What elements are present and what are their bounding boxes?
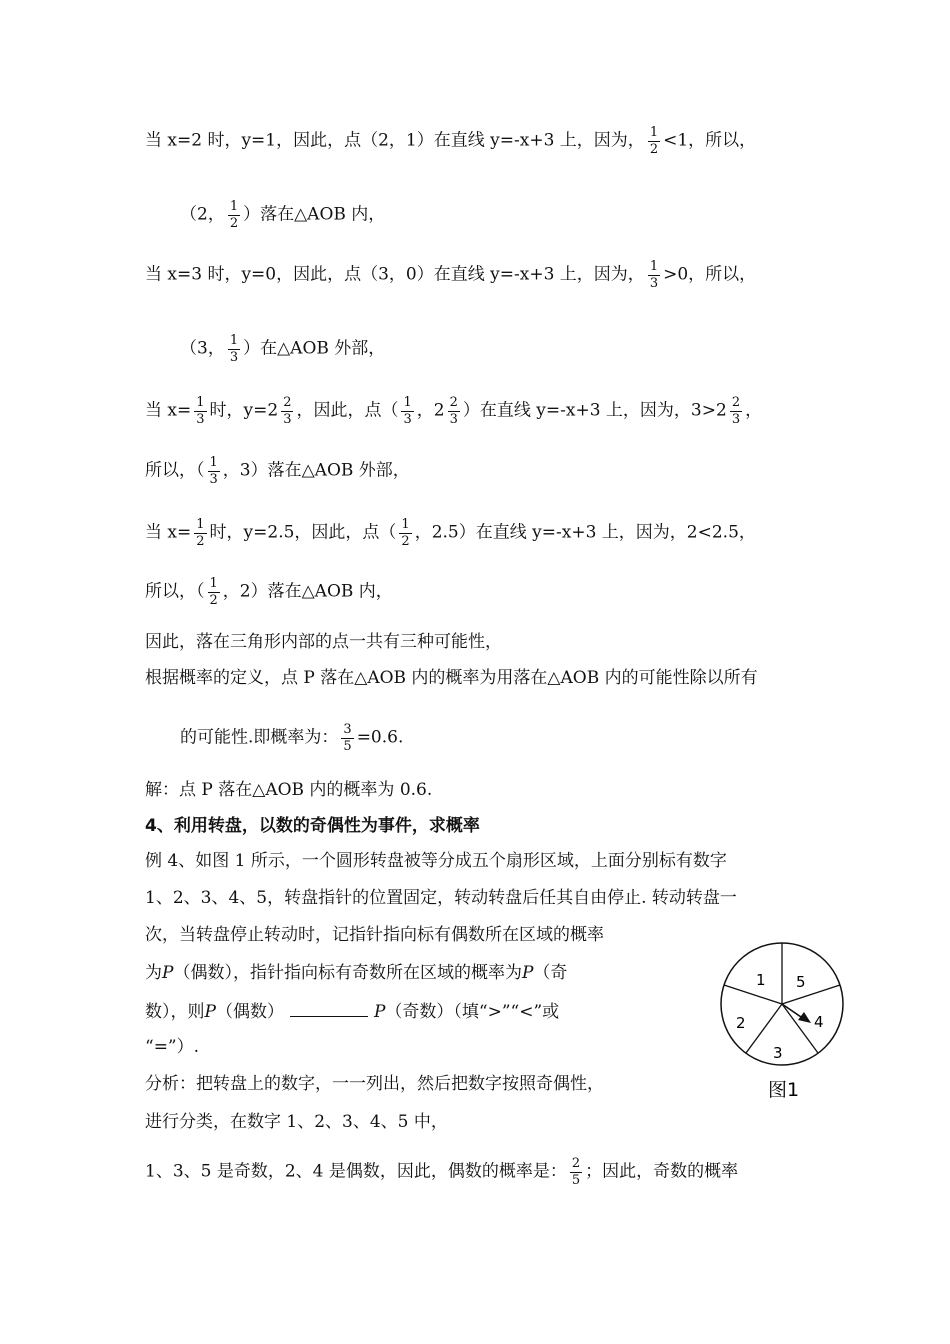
spinner-figure [718,940,858,1105]
text-line: 当 x= $\frac{1}{2}$ 时，y=2.5，因此，点（ $\frac{1}{2}$ ，2.5）在直线 y=-x+3 上，因为，2<2.5， [145,517,756,549]
text-line: 例 4、如图 1 所示，一个圆形转盘被等分成五个扇形区域，上面分别标有数字 [145,851,727,871]
text-line: 次，当转盘停止转动时，记指针指向标有偶数所在区域的概率 [145,925,604,945]
text-line: 所以，（ $\frac{1}{3}$ ，3）落在△AOB 外部， [145,455,410,487]
fraction: $\frac{2}{3}$ [449,395,458,427]
text-line: 数），则P（偶数） P（奇数）（填“>”“<”或 [145,1002,560,1022]
text-line: （2， $\frac{1}{2}$ ）落在△AOB 内， [180,199,386,231]
text-line: 的可能性.即概率为： $\frac{3}{5}$ =0.6. [180,722,404,754]
fraction: $\frac{1}{3}$ [209,455,218,487]
sector-label: 5 [796,973,806,991]
sector-label: 3 [773,1044,783,1062]
sector-label: 4 [814,1013,824,1031]
fraction: $\frac{1}{3}$ [649,259,659,291]
spinner-diagram [718,940,858,1105]
text-line: 为P（偶数），指针指向标有奇数所在区域的概率为P（奇 [145,963,568,983]
text-line: 进行分类，在数字 1、2、3、4、5 中， [145,1112,448,1132]
text-line: 根据概率的定义，点 P 落在△AOB 内的概率为用落在△AOB 内的可能性除以所有 [145,668,758,688]
text-line: 因此，落在三角形内部的点一共有三种可能性， [145,632,502,652]
fraction: $\frac{1}{2}$ [229,199,239,231]
fraction: $\frac{1}{3}$ [196,395,205,427]
text-line: 解：点 P 落在△AOB 内的概率为 0.6. [145,780,433,800]
text-line: 当 x=3 时，y=0，因此，点（3，0）在直线 y=-x+3 上，因为， $\frac{1}{3}$ >0，所以， [145,259,757,291]
fraction: $\frac{1}{3}$ [229,333,239,365]
figure-caption: 图1 [768,1079,800,1101]
fraction: $\frac{1}{2}$ [649,125,659,157]
text-line: （3， $\frac{1}{3}$ ）在△AOB 外部， [180,333,386,365]
pointer-arrowhead [798,1012,811,1023]
fraction: $\frac{2}{3}$ [731,395,741,427]
fraction: $\frac{2}{3}$ [283,395,292,427]
fraction: $\frac{1}{3}$ [403,395,412,427]
fraction: $\frac{1}{2}$ [401,517,410,549]
fraction: $\frac{1}{2}$ [196,517,205,549]
text-line: 当 x=2 时，y=1，因此，点（2，1）在直线 y=-x+3 上，因为， $\frac{1}{2}$ <1，所以， [145,125,757,157]
text-line: 1、2、3、4、5，转盘指针的位置固定，转动转盘后任其自由停止. 转动转盘一 [145,888,737,908]
text-line: 当 x= $\frac{1}{3}$ 时，y=2 $\frac{2}{3}$ ，因此，点（ $\frac{1}{3}$ ，2 $\frac{2}{3}$ ）在直线 y=-x+3 上，因为，3>2 $\frac{2}{3}$ ， [145,395,763,427]
text-line: 1、3、5 是奇数，2、4 是偶数，因此，偶数的概率是： $\frac{2}{5}$ ；因此，奇数的概率 [145,1156,739,1188]
sector-label: 1 [756,971,766,989]
text-line: “=”）. [145,1037,200,1057]
answer-blank[interactable] [290,1002,368,1017]
fraction: $\frac{1}{2}$ [209,576,218,608]
text-line: 分析：把转盘上的数字，一一列出，然后把数字按照奇偶性， [145,1074,604,1094]
section-heading: 4、利用转盘，以数的奇偶性为事件，求概率 [145,816,480,836]
sector-label: 2 [736,1014,746,1032]
text-line: 所以，（ $\frac{1}{2}$ ，2）落在△AOB 内， [145,576,393,608]
fraction: $\frac{2}{5}$ [571,1156,581,1188]
sector-divider [782,1004,818,1053]
fraction: $\frac{3}{5}$ [343,722,352,754]
sector-divider [782,985,840,1004]
sector-divider [724,985,782,1004]
